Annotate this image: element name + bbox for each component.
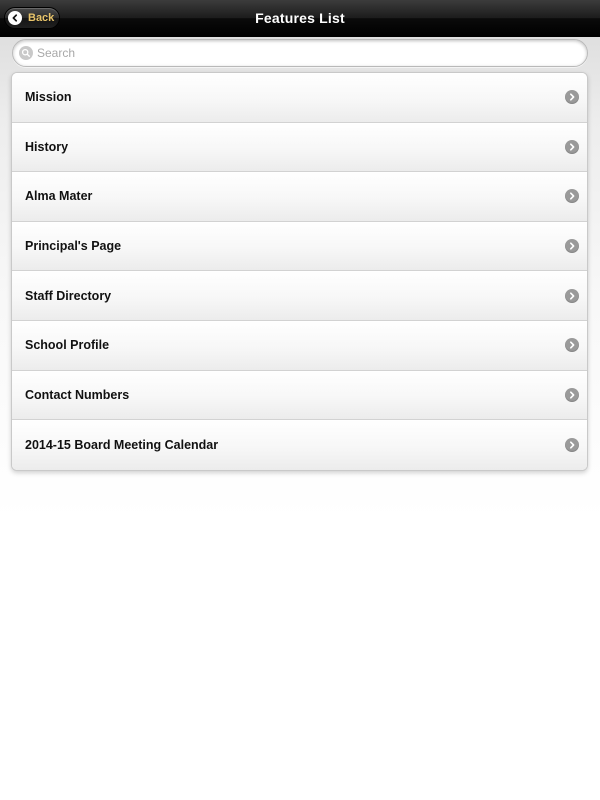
chevron-right-icon	[565, 438, 579, 452]
navigation-bar	[0, 0, 600, 37]
list-item-label: 2014-15 Board Meeting Calendar	[25, 437, 219, 452]
list-item-label: Principal's Page	[25, 239, 122, 254]
list-item-history[interactable]	[12, 123, 587, 173]
search-input[interactable]	[37, 46, 557, 60]
list-item-alma-mater[interactable]	[12, 172, 587, 222]
chevron-right-icon	[565, 140, 579, 154]
page-title: Features List	[255, 10, 345, 26]
search-bar	[12, 39, 588, 67]
list-item-principals-page[interactable]	[12, 222, 587, 272]
list-item-staff-directory[interactable]	[12, 271, 587, 321]
list-item-label: History	[25, 139, 69, 154]
chevron-right-icon	[565, 189, 579, 203]
search-icon	[19, 46, 33, 60]
back-button-label: Back	[28, 12, 55, 24]
chevron-right-icon	[565, 388, 579, 402]
list-item-label: Alma Mater	[25, 189, 93, 204]
list-item-contact-numbers[interactable]	[12, 371, 587, 421]
list-item-label: Staff Directory	[25, 288, 112, 303]
chevron-right-icon	[565, 338, 579, 352]
chevron-right-icon	[565, 289, 579, 303]
list-item-mission[interactable]	[12, 73, 587, 123]
back-button[interactable]	[4, 7, 60, 29]
list-item-label: Contact Numbers	[25, 387, 130, 402]
chevron-right-icon	[565, 90, 579, 104]
chevron-left-icon	[8, 11, 22, 25]
list-item-board-meeting-calendar[interactable]	[12, 420, 587, 470]
chevron-right-icon	[565, 239, 579, 253]
features-list	[11, 72, 588, 471]
list-item-school-profile[interactable]	[12, 321, 587, 371]
list-item-label: Mission	[25, 90, 72, 105]
list-item-label: School Profile	[25, 338, 110, 353]
